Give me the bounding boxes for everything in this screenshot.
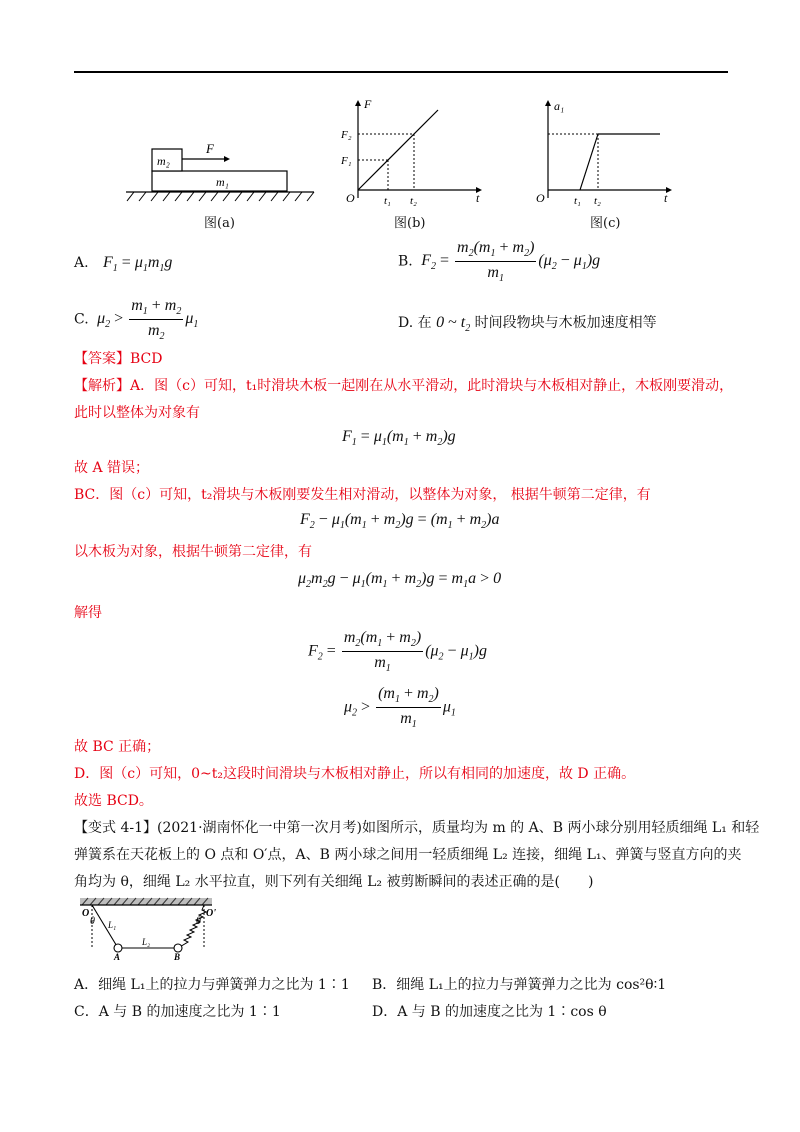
svg-text:O: O [82, 908, 90, 919]
analysis-p8: D．图（c）可知，0~t₂这段时间滑块与木板相对静止，所以有相同的加速度，故 D 正确。 [74, 766, 636, 782]
figure-b [340, 98, 490, 218]
analysis-p9: 故选 BCD。 [74, 793, 153, 809]
analysis-p5: 以木板为对象，根据牛顿第二定律，有 [74, 544, 312, 560]
equation-3: $\mu_2m_2g - \mu_1(m_1 + m_2)g = m_1a > 0$ [298, 570, 502, 591]
svg-text:F₁: F₁ [341, 155, 352, 167]
analysis-p1: 【解析】A．图（c）可知，t₁时滑块木板一起刚在从水平滑动，此时滑块与木板相对静止，木板刚要滑动， [74, 378, 734, 394]
caption-c: 图(c) [590, 216, 621, 231]
svg-text:O: O [536, 191, 545, 205]
analysis-p6: 解得 [74, 605, 102, 621]
variant-option-b: B．细绳 L₁上的拉力与弹簧弹力之比为 cos²θ∶1 [372, 977, 667, 993]
svg-text:θ: θ [90, 916, 95, 927]
header-rule [74, 71, 728, 73]
svg-text:t₁: t₁ [574, 195, 581, 207]
svg-text:L₂: L₂ [142, 937, 151, 947]
caption-a: 图(a) [204, 216, 235, 231]
analysis-p7: 故 BC 正确； [74, 739, 161, 755]
option-a: A. $F_1 = \mu_1m_1g$ [74, 254, 173, 275]
svg-text:t: t [476, 191, 480, 205]
variant-option-c: C．A 与 B 的加速度之比为 1∶1 [74, 1004, 281, 1020]
variant-line-2: 弹簧系在天花板上的 O 点和 O′点，A、B 两小球之间用一轻质细绳 L₂ 连接，细绳 L₁、弹簧与竖直方向的夹 [74, 847, 742, 863]
variant-option-a: A．细绳 L₁上的拉力与弹簧弹力之比为 1∶1 [74, 977, 350, 993]
ball-a [114, 944, 122, 952]
svg-text:L₁: L₁ [108, 920, 117, 930]
svg-text:θ: θ [196, 916, 201, 927]
equation-4: $F_2$ = $\frac{m_2(m_1 + m_2)}{m_1}$ $(\mu_2 - \mu_1)g$ [308, 629, 487, 675]
variant-option-d: D．A 与 B 的加速度之比为 1∶cos θ [372, 1004, 607, 1020]
answer-line: 【答案】BCD [74, 351, 163, 367]
svg-text:t₁: t₁ [384, 195, 391, 207]
label-force: F [206, 141, 214, 156]
option-b: B. $F_2$ = $\frac{m_2(m_1 + m_2)}{m_1}$ $(\mu_2 - \mu_1)g$ [398, 239, 601, 285]
analysis-p3: 故 A 错误； [74, 460, 150, 476]
variant-line-3: 角均为 θ，细绳 L₂ 水平拉直，则下列有关细绳 L₂ 被剪断瞬间的表述正确的是( ) [74, 874, 594, 890]
svg-text:a₁: a₁ [554, 99, 565, 113]
svg-text:t: t [664, 191, 668, 205]
equation-5: $\mu_2$ > $\frac{(m_1 + m_2)}{m_1}$ $\mu_1$ [344, 685, 456, 731]
label-m1: m₁ [216, 175, 229, 189]
svg-text:F₂: F₂ [341, 129, 352, 141]
analysis-p2: 此时以整体为对象有 [74, 405, 200, 421]
svg-text:O: O [346, 191, 355, 205]
figure-a [124, 135, 324, 215]
figure-c [528, 98, 678, 218]
analysis-p4: BC．图（c）可知，t₂滑块与木板刚要发生相对滑动，以整体为对象， 根据牛顿第二定律，有 [74, 487, 651, 503]
svg-text:B: B [174, 952, 181, 962]
spring [178, 905, 206, 948]
caption-b: 图(b) [394, 216, 426, 231]
svg-text:A: A [114, 952, 121, 962]
b-force-line [358, 110, 438, 190]
svg-text:t₂: t₂ [594, 195, 601, 207]
equation-2: $F_2 - \mu_1(m_1 + m_2)g = (m_1 + m_2)a$ [300, 511, 500, 532]
equation-1: $F_1 = \mu_1(m_1 + m_2)g$ [342, 428, 456, 449]
figure-variant [78, 896, 218, 962]
svg-text:t₂: t₂ [410, 195, 417, 207]
svg-text:O': O' [206, 908, 216, 919]
option-c: C. $\mu_2$ > $\frac{m_1 + m_2}{m_2}$ $\mu_1$ [74, 297, 199, 343]
ball-b [174, 944, 182, 952]
label-m2: m₂ [157, 154, 170, 168]
svg-text:F: F [364, 98, 372, 111]
variant-line-1: 【变式 4-1】(2021·湖南怀化一中第一次月考)如图所示，质量均为 m 的 A、B 两小球分别用轻质细绳 L₁ 和轻 [74, 820, 760, 836]
option-d: D. 在 0 ~ $t_2$ 时间段物块与木板加速度相等 [398, 314, 657, 335]
